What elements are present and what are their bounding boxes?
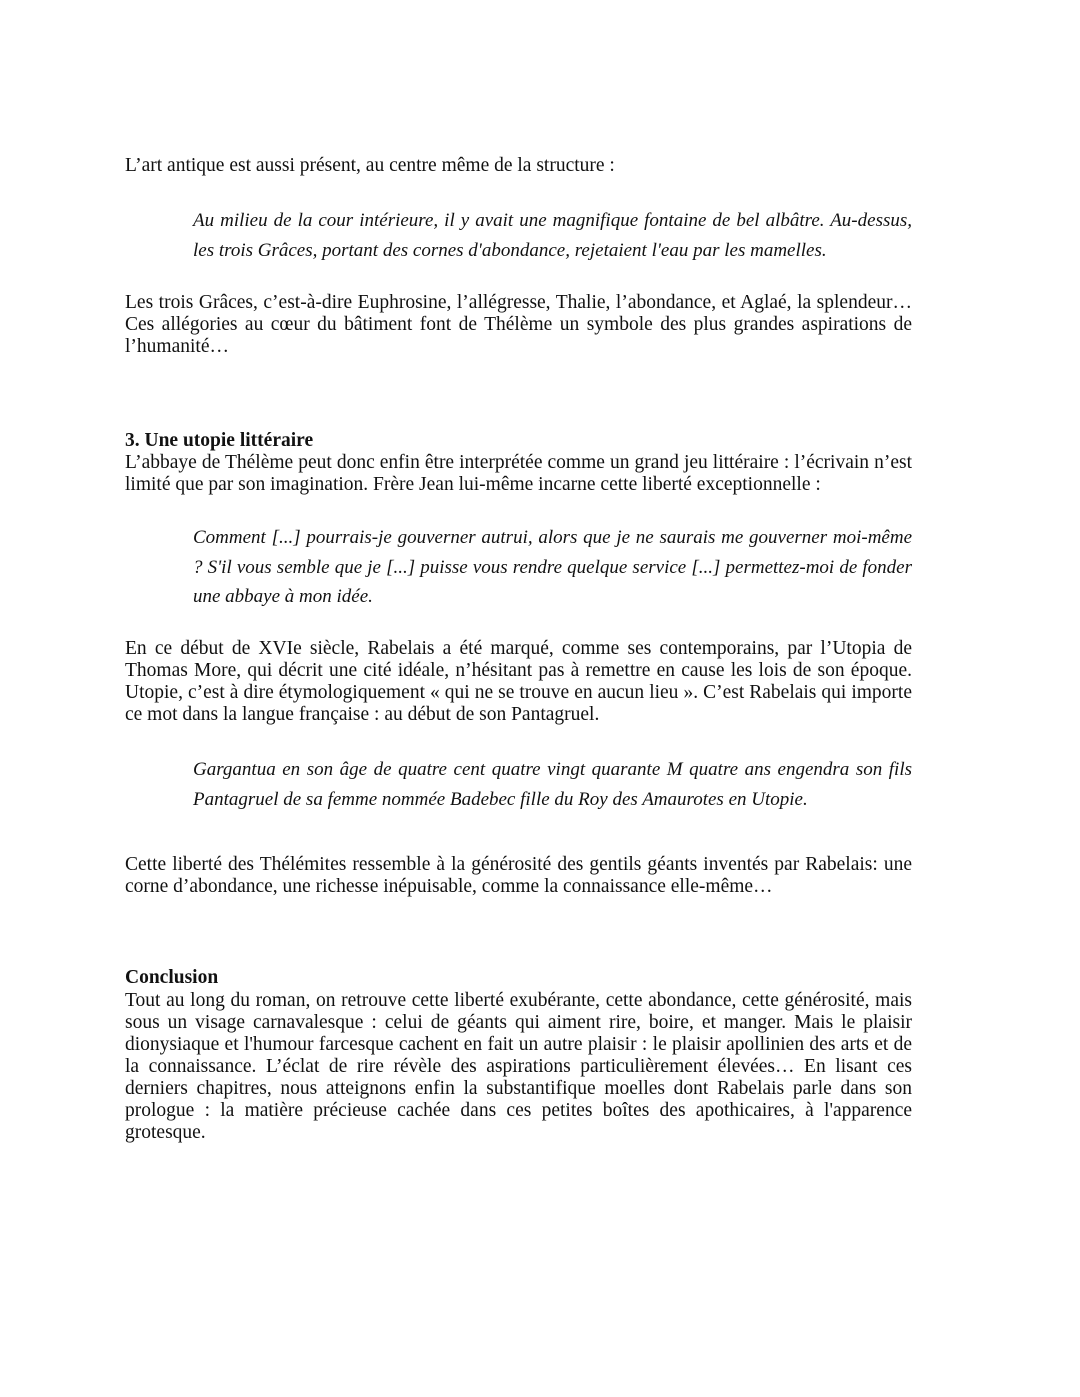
section-3 <box>125 430 912 496</box>
document-page <box>125 0 912 1397</box>
section-3-heading: 3. Une utopie littéraire <box>125 430 314 451</box>
paragraph-utopia: En ce début de XVIe siècle, Rabelais a été marqué, comme ses contemporains, par l’Utopia de Thomas More, qui décrit une cité idéale, n’hésitant pas à remettre en cause les lois de son époque. Utopie, c’est à dire étymologiquement « qui ne se trouve en aucun lieu ». C’est Rabelais qui importe ce mot dans la langue française : au début de son Pantagruel. <box>125 638 912 725</box>
conclusion-section <box>125 967 912 1144</box>
conclusion-paragraph: Tout au long du roman, on retrouve cette liberté exubérante, cette abondance, cette générosité, mais sous un visage carnavalesque : celui de géants qui aiment rire, boire, et manger. Mais le plaisir dionysiaque et l'humour farcesque cachent en fait un autre plaisir : le plaisir apollinien des arts et de la connaissance. L’éclat de rire révèle des aspirations particulièrement élevées… En lisant ces derniers chapitres, nous atteignons enfin la substantifique moelles dont Rabelais parle dans son prologue : la matière précieuse cachée dans ces petites boîtes des apothicaires, à l'apparence grotesque. <box>125 990 912 1143</box>
paragraph-three-graces: Les trois Grâces, c’est-à-dire Euphrosine, l’allégresse, Thalie, l’abondance, et Aglaé, la splendeur… Ces allégories au cœur du bâtiment font de Thélème un symbole des plus grandes aspirations de l’humanité… <box>125 292 912 357</box>
quote-fountain: Au milieu de la cour intérieure, il y avait une magnifique fontaine de bel albâtre. Au-dessus, les trois Grâces, portant des cornes d'abondance, rejetaient l'eau par les mamelles. <box>193 210 912 261</box>
intro-line: L’art antique est aussi présent, au centre même de la structure : <box>125 155 615 176</box>
quote-pantagruel: Gargantua en son âge de quatre cent quatre vingt quarante M quatre ans engendra son fils Pantagruel de sa femme nommée Badebec fille du Roy des Amaurotes en Utopie. <box>193 759 912 810</box>
paragraph-liberte: Cette liberté des Thélémites ressemble à la générosité des gentils géants inventés par Rabelais: une corne d’abondance, une richesse inépuisable, comme la connaissance elle-même… <box>125 854 912 897</box>
quote-frere-jean: Comment [...] pourrais-je gouverner autrui, alors que je ne saurais me gouverner moi-même ? S'il vous semble que je [...] puisse vous rendre quelque service [...] permettez-moi de fonder une abbaye à mon idée. <box>193 527 912 607</box>
conclusion-heading: Conclusion <box>125 967 219 988</box>
section-3-paragraph: L’abbaye de Thélème peut donc enfin être interprétée comme un grand jeu littéraire : l’écrivain n’est limité que par son imagination. Frère Jean lui-même incarne cette liberté exceptionnelle : <box>125 452 912 495</box>
